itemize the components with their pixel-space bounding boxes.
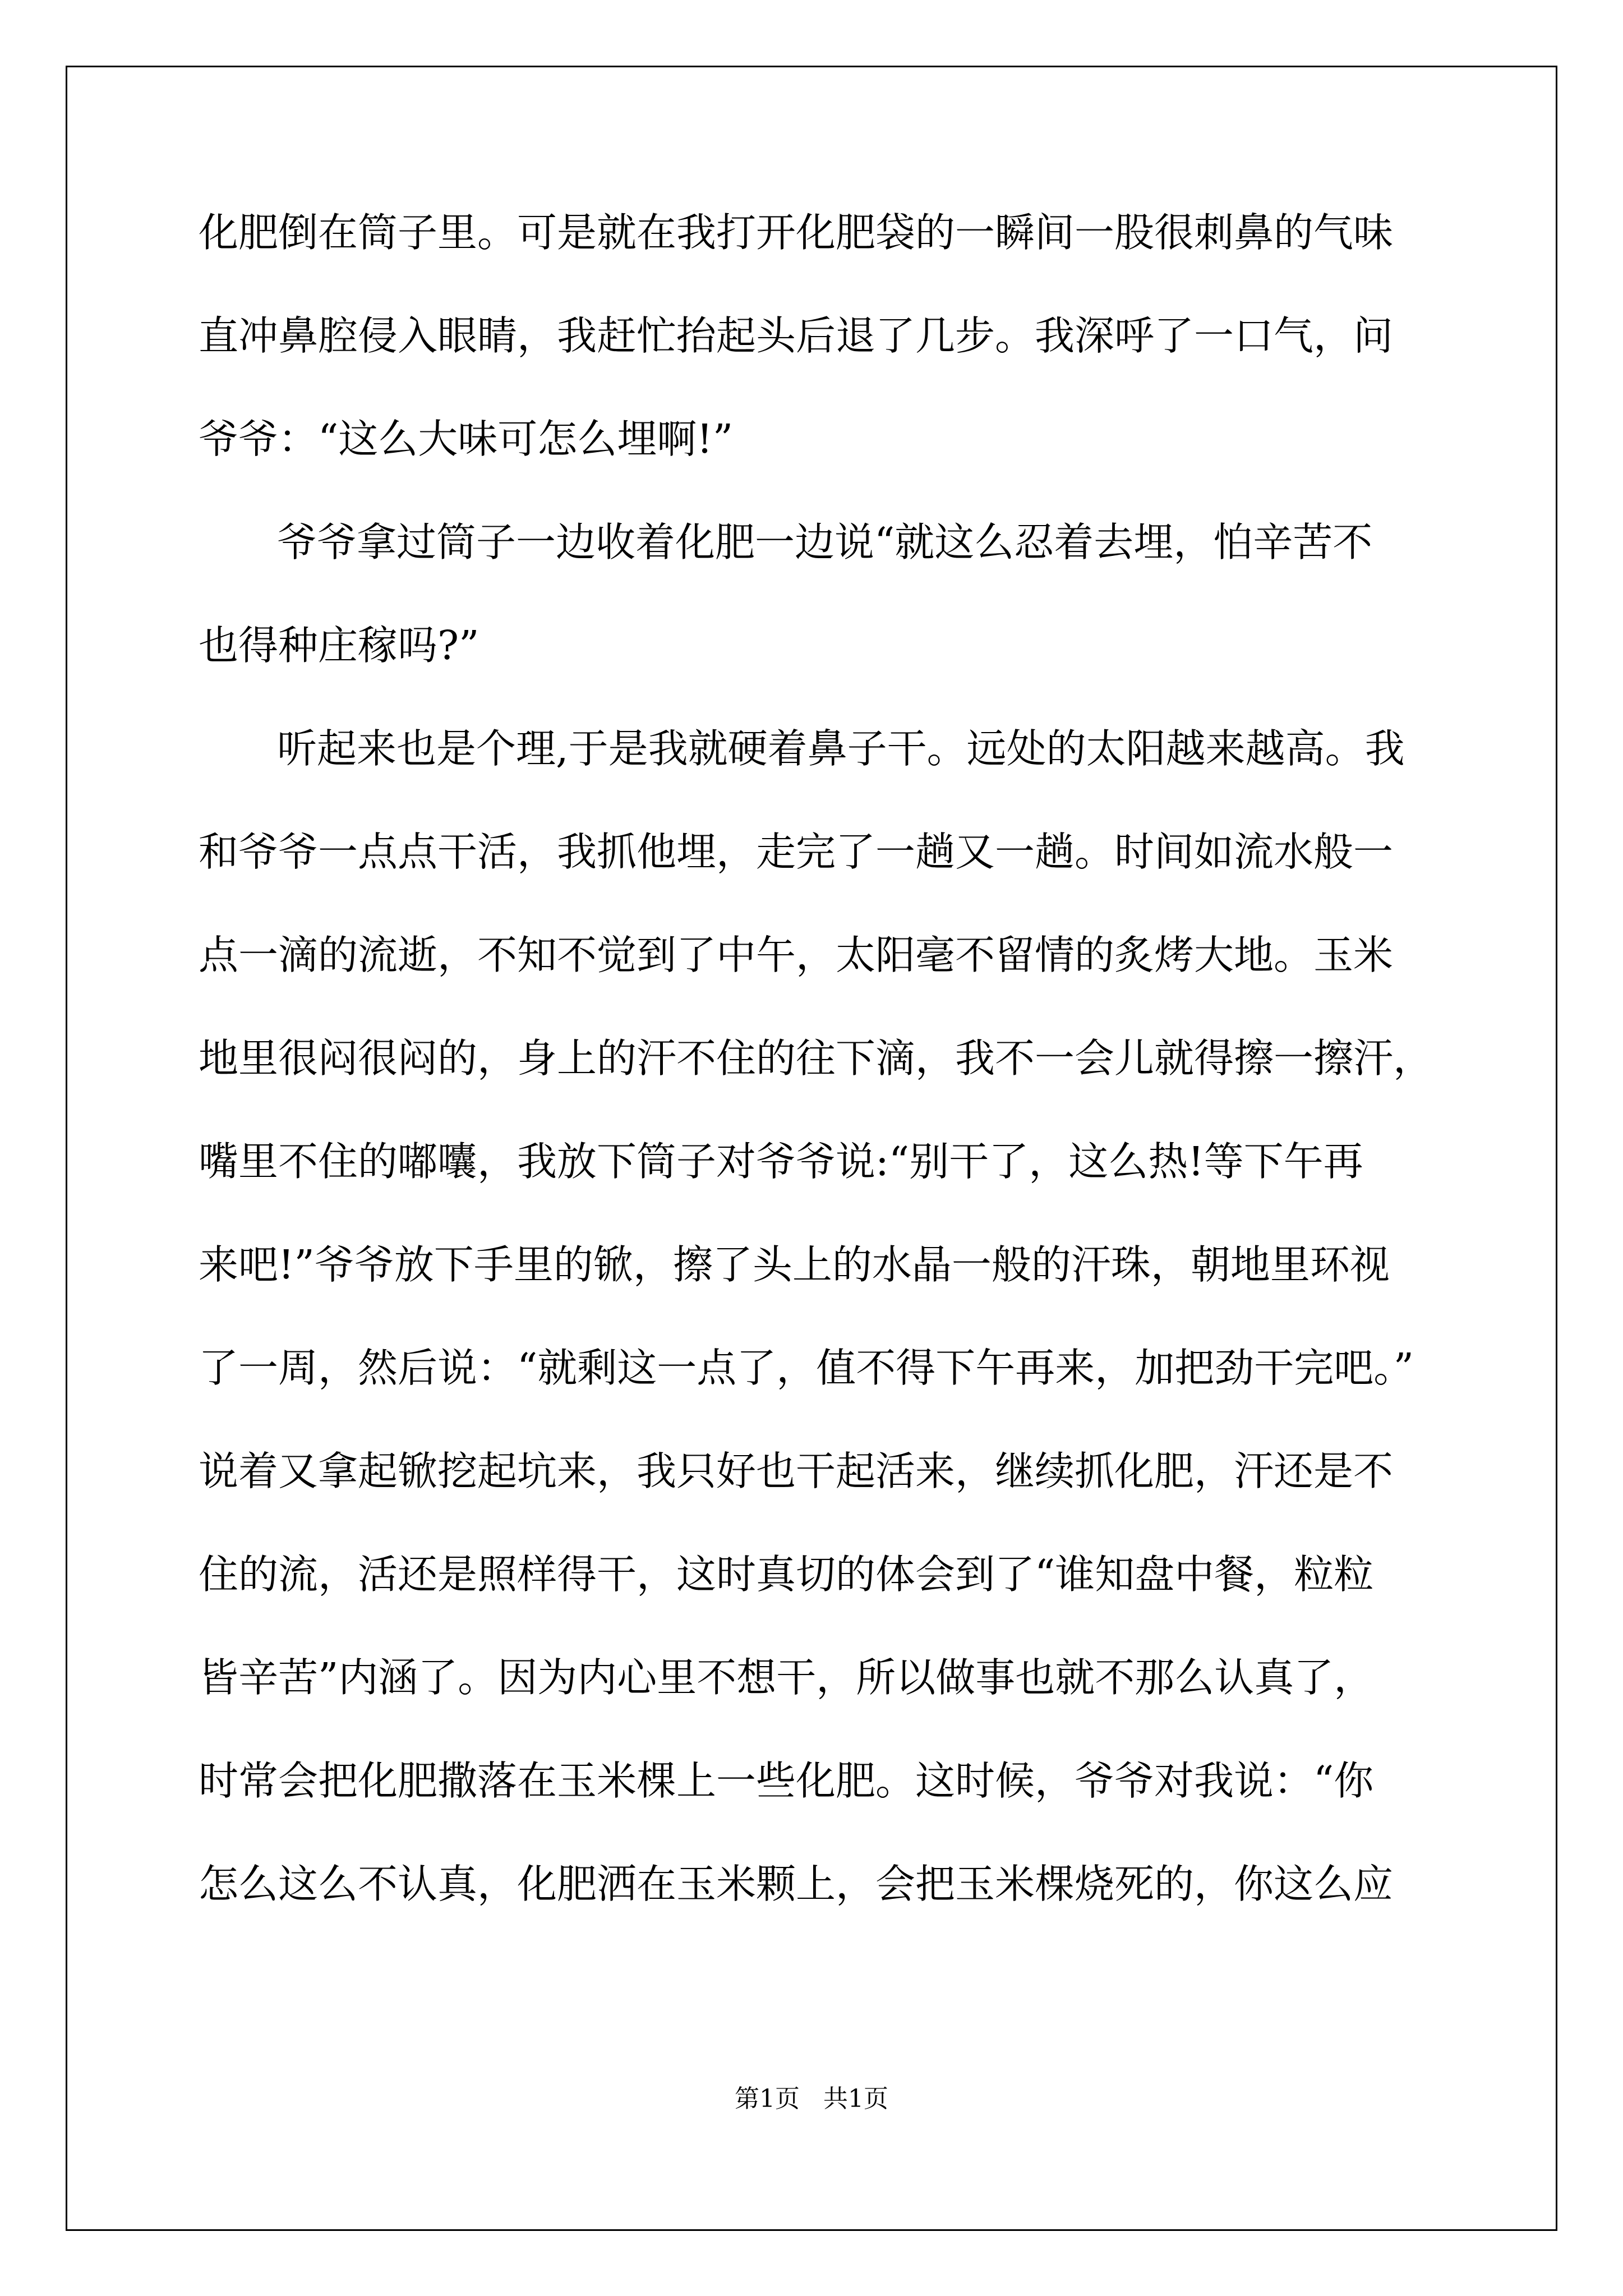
text-line: 和爷爷一点点干活，我抓他埋，走完了一趟又一趟。时间如流水般一 — [199, 829, 1394, 875]
text-line: 地里很闷很闷的，身上的汗不住的往下滴，我不一会儿就得擦一擦汗， — [199, 1035, 1433, 1082]
page-number-footer: 第1页 共1页 — [735, 2085, 888, 2113]
text-line: 皆辛苦”内涵了。因为内心里不想干，所以做事也就不那么认真了， — [199, 1654, 1374, 1701]
text-line: 也得种庄稼吗?” — [199, 622, 479, 669]
text-line: 直冲鼻腔侵入眼睛，我赶忙抬起头后退了几步。我深呼了一口气，问 — [199, 312, 1394, 359]
text-line: 怎么这么不认真，化肥洒在玉米颗上，会把玉米棵烧死的，你这么应 — [199, 1861, 1394, 1907]
text-line: 了一周，然后说：“就剩这一点了，值不得下午再来，加把劲干完吧。” — [199, 1345, 1414, 1391]
text-line: 说着又拿起锨挖起坑来，我只好也干起活来，继续抓化肥，汗还是不 — [199, 1448, 1394, 1494]
paragraph-first-line: 听起来也是个理,于是我就硬着鼻子干。远处的太阳越来越高。我 — [277, 725, 1405, 772]
text-line: 点一滴的流逝，不知不觉到了中午，太阳毫不留情的炙烤大地。玉米 — [199, 932, 1394, 978]
text-line: 爷爷：“这么大味可怎么埋啊!” — [199, 416, 734, 462]
document-body — [199, 205, 1432, 1959]
text-line: 住的流，活还是照样得干，这时真切的体会到了“谁知盘中餐，粒粒 — [199, 1551, 1374, 1598]
text-line: 嘴里不住的嘟囔，我放下筒子对爷爷说:“别干了，这么热!等下午再 — [199, 1138, 1363, 1185]
text-line: 化肥倒在筒子里。可是就在我打开化肥袋的一瞬间一股很刺鼻的气味 — [199, 209, 1394, 256]
paragraph-first-line: 爷爷拿过筒子一边收着化肥一边说“就这么忍着去埋，怕辛苦不 — [277, 519, 1373, 565]
text-line: 时常会把化肥撒落在玉米棵上一些化肥。这时候，爷爷对我说：“你 — [199, 1757, 1374, 1804]
text-line: 来吧!”爷爷放下手里的锨，擦了头上的水晶一般的汗珠，朝地里环视 — [199, 1241, 1390, 1288]
